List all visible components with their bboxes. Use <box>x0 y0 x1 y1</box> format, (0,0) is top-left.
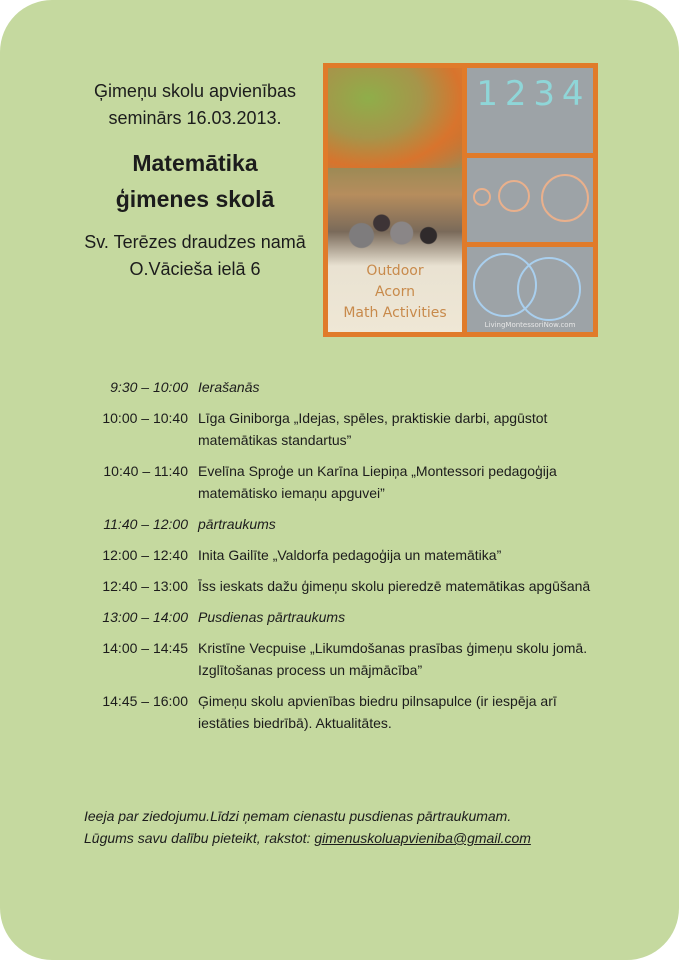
schedule-desc: pārtraukums <box>198 516 276 532</box>
digit-4: 4 <box>561 74 584 114</box>
schedule-time: 10:40 – 11:40 <box>103 463 188 479</box>
venue-line-2: O.Vācieša ielā 6 <box>129 259 261 279</box>
digit-3: 3 <box>533 74 556 114</box>
schedule-row <box>80 376 620 398</box>
schedule-desc: Kristīne Vecpuise „Likumdošanas prasības ģimeņu skolu jomā. Izglītošanas process un mājmācība” <box>198 640 588 678</box>
caption-line-2: Acorn <box>375 284 415 300</box>
oak-leaf-image <box>328 68 462 168</box>
email-link[interactable]: gimenuskoluapvieniba@gmail.com <box>314 830 531 846</box>
event-subtitle <box>70 78 320 132</box>
photo-counting-panel <box>467 68 593 153</box>
schedule-time: 13:00 – 14:00 <box>102 609 188 625</box>
title-line-1: Matemātika <box>132 150 258 176</box>
photo-caption <box>328 261 462 324</box>
schedule-time: 9:30 – 10:00 <box>110 379 188 395</box>
schedule-time: 12:00 – 12:40 <box>102 547 188 563</box>
schedule-time: 14:00 – 14:45 <box>102 640 188 656</box>
schedule-row <box>80 544 620 566</box>
footer-line-1: Ieeja par ziedojumu.Līdzi ņemam cienastu pusdienas pārtraukumam. <box>84 808 512 824</box>
digit-2: 2 <box>504 74 527 114</box>
schedule-desc: Inita Gailīte „Valdorfa pedagoģija un matemātika” <box>198 547 502 563</box>
photo-watermark: LivingMontessoriNow.com <box>484 321 576 329</box>
small-circle <box>473 188 491 206</box>
schedule-row <box>80 690 620 734</box>
flyer-header <box>70 78 320 283</box>
chalk-digits <box>473 74 587 114</box>
schedule-desc: Ģimeņu skolu apvienības biedru pilnsapulce (ir iespēja arī iestāties biedrībā). Aktualitātes. <box>198 693 557 731</box>
photo-circles-panel <box>467 158 593 242</box>
footer-note <box>84 805 624 849</box>
venue-line-1: Sv. Terēzes draudzes namā <box>84 232 306 252</box>
schedule-row <box>80 407 620 451</box>
schedule-desc: Īss ieskats dažu ģimeņu skolu pieredzē matemātikas apgūšanā <box>198 578 591 594</box>
acorn-math-photo <box>323 63 598 337</box>
venn-circle-right <box>517 257 581 321</box>
schedule-desc: Līga Giniborga „Idejas, spēles, praktiskie darbi, apgūstot matemātikas standartus” <box>198 410 548 448</box>
schedule-desc: Evelīna Sproģe un Karīna Liepiņa „Montessori pedagoģija matemātisko iemaņu apguvei” <box>198 463 557 501</box>
schedule <box>80 376 620 743</box>
schedule-time: 10:00 – 10:40 <box>102 410 188 426</box>
digit-1: 1 <box>476 74 499 114</box>
schedule-desc: Ierašanās <box>198 379 260 395</box>
event-title <box>70 145 320 217</box>
subtitle-line-2: seminārs 16.03.2013. <box>108 108 282 128</box>
schedule-time: 11:40 – 12:00 <box>103 516 188 532</box>
footer-line-2 <box>84 827 624 849</box>
schedule-row <box>80 575 620 597</box>
footer-line-2-prefix: Lūgums savu dalību pieteikt, rakstot: <box>84 830 315 846</box>
caption-line-3: Math Activities <box>343 305 447 321</box>
subtitle-line-1: Ģimeņu skolu apvienības <box>93 81 297 101</box>
schedule-row <box>80 637 620 681</box>
photo-venn-panel <box>467 247 593 332</box>
acorn-basket-image <box>328 208 462 258</box>
schedule-row <box>80 606 620 628</box>
schedule-row <box>80 460 620 504</box>
event-venue <box>70 229 320 283</box>
schedule-row <box>80 513 620 535</box>
schedule-desc: Pusdienas pārtraukums <box>198 609 346 625</box>
caption-line-1: Outdoor <box>366 263 424 279</box>
title-line-2: ģimenes skolā <box>115 186 275 212</box>
schedule-time: 14:45 – 16:00 <box>102 693 188 709</box>
schedule-time: 12:40 – 13:00 <box>102 578 188 594</box>
large-circle <box>541 174 589 222</box>
medium-circle <box>498 180 530 212</box>
